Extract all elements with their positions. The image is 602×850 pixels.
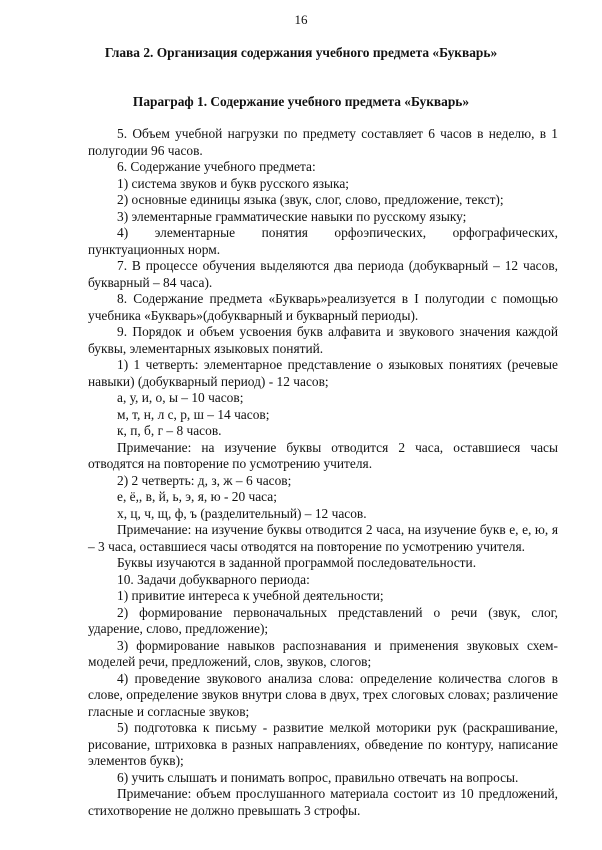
paragraph-item-10: 10. Задачи добукварного периода: (117, 571, 310, 587)
list-item: м, т, н, л с, р, ш – 14 часов; (117, 406, 270, 422)
paragraph-item-7: 7. В процессе обучения выделяются два периода (добукварный – 12 часов, букварный – 84 часа). (88, 258, 558, 290)
list-item: е, ё,, в, й, ь, э, я, ю - 20 часа; (117, 489, 277, 504)
body-paragraph: Буквы изучаются в заданной программой последовательности. (117, 555, 477, 570)
body-text (88, 126, 558, 819)
list-item: а, у, и, о, ы – 10 часов; (117, 390, 244, 405)
list-item: 1) привитие интереса к учебной деятельности; (117, 588, 384, 603)
list-item: 2) 2 четверть: д, з, ж – 6 часов; (117, 472, 292, 488)
list-item: к, п, б, г – 8 часов. (117, 423, 222, 438)
list-item: 4) проведение звукового анализа слова: определение количества слогов в слове, определение звуков внутри слова в двух, трех слоговых словах; различение гласные и согласные звуков; (88, 670, 558, 719)
chapter-title: Глава 2. Организация содержания учебного предмета «Букварь» (104, 45, 498, 60)
note-paragraph: Примечание: на изучение буквы отводится 2 часа, на изучение букв е, е, ю, я – 3 часа, оставшиеся часы отводятся на повторение по усмотрению учителя. (88, 522, 558, 554)
paragraph-item-6: 6. Содержание учебного предмета: (117, 159, 316, 174)
list-item: 1) 1 четверть: элементарное представление о языковых понятиях (речевые навыки) (добукварный период) - 12 часов; (88, 357, 558, 389)
list-item: 3) элементарные грамматические навыки по русскому языку; (117, 208, 467, 224)
list-item: 1) система звуков и букв русского языка; (117, 175, 349, 191)
list-item: 6) учить слышать и понимать вопрос, правильно отвечать на вопросы. (117, 769, 519, 785)
list-item: 2) формирование первоначальных представлений о речи (звук, слог, ударение, слово, предложение); (88, 604, 558, 636)
list-item: 3) формирование навыков распознавания и применения звуковых схем-моделей речи, предложений, слов, звуков, слогов; (88, 637, 558, 669)
paragraph-item-5: 5. Объем учебной нагрузки по предмету составляет 6 часов в неделю, в 1 полугодии 96 часов. (88, 126, 558, 158)
paragraph-title: Параграф 1. Содержание учебного предмета «Букварь» (132, 94, 470, 109)
list-item: 2) основные единицы языка (звук, слог, слово, предложение, текст); (117, 192, 504, 207)
note-paragraph: Примечание: на изучение буквы отводится 2 часа, оставшиеся часы отводятся на повторение по усмотрению учителя. (88, 439, 558, 471)
page-number: 16 (294, 12, 308, 27)
list-item: 5) подготовка к письму - развитие мелкой моторики рук (раскрашивание, рисование, штриховка в разных направлениях, обведение по контуру, написание элементов букв); (88, 720, 558, 768)
list-item: 4) элементарные понятия орфоэпических, орфографических, пунктуационных норм. (88, 225, 558, 257)
paragraph-item-9: 9. Порядок и объем усвоения букв алфавита и звукового значения каждой буквы, элементарных языковых понятий. (88, 324, 558, 356)
paragraph-item-8: 8. Содержание предмета «Букварь»реализуется в I полугодии с помощью учебника «Букварь»(добукварный и букварный периоды). (88, 291, 558, 323)
note-paragraph: Примечание: объем прослушанного материала состоит из 10 предложений, стихотворение не должно превышать 3 строфы. (88, 786, 558, 818)
list-item: х, ц, ч, щ, ф, ъ (разделительный) – 12 часов. (117, 505, 367, 521)
